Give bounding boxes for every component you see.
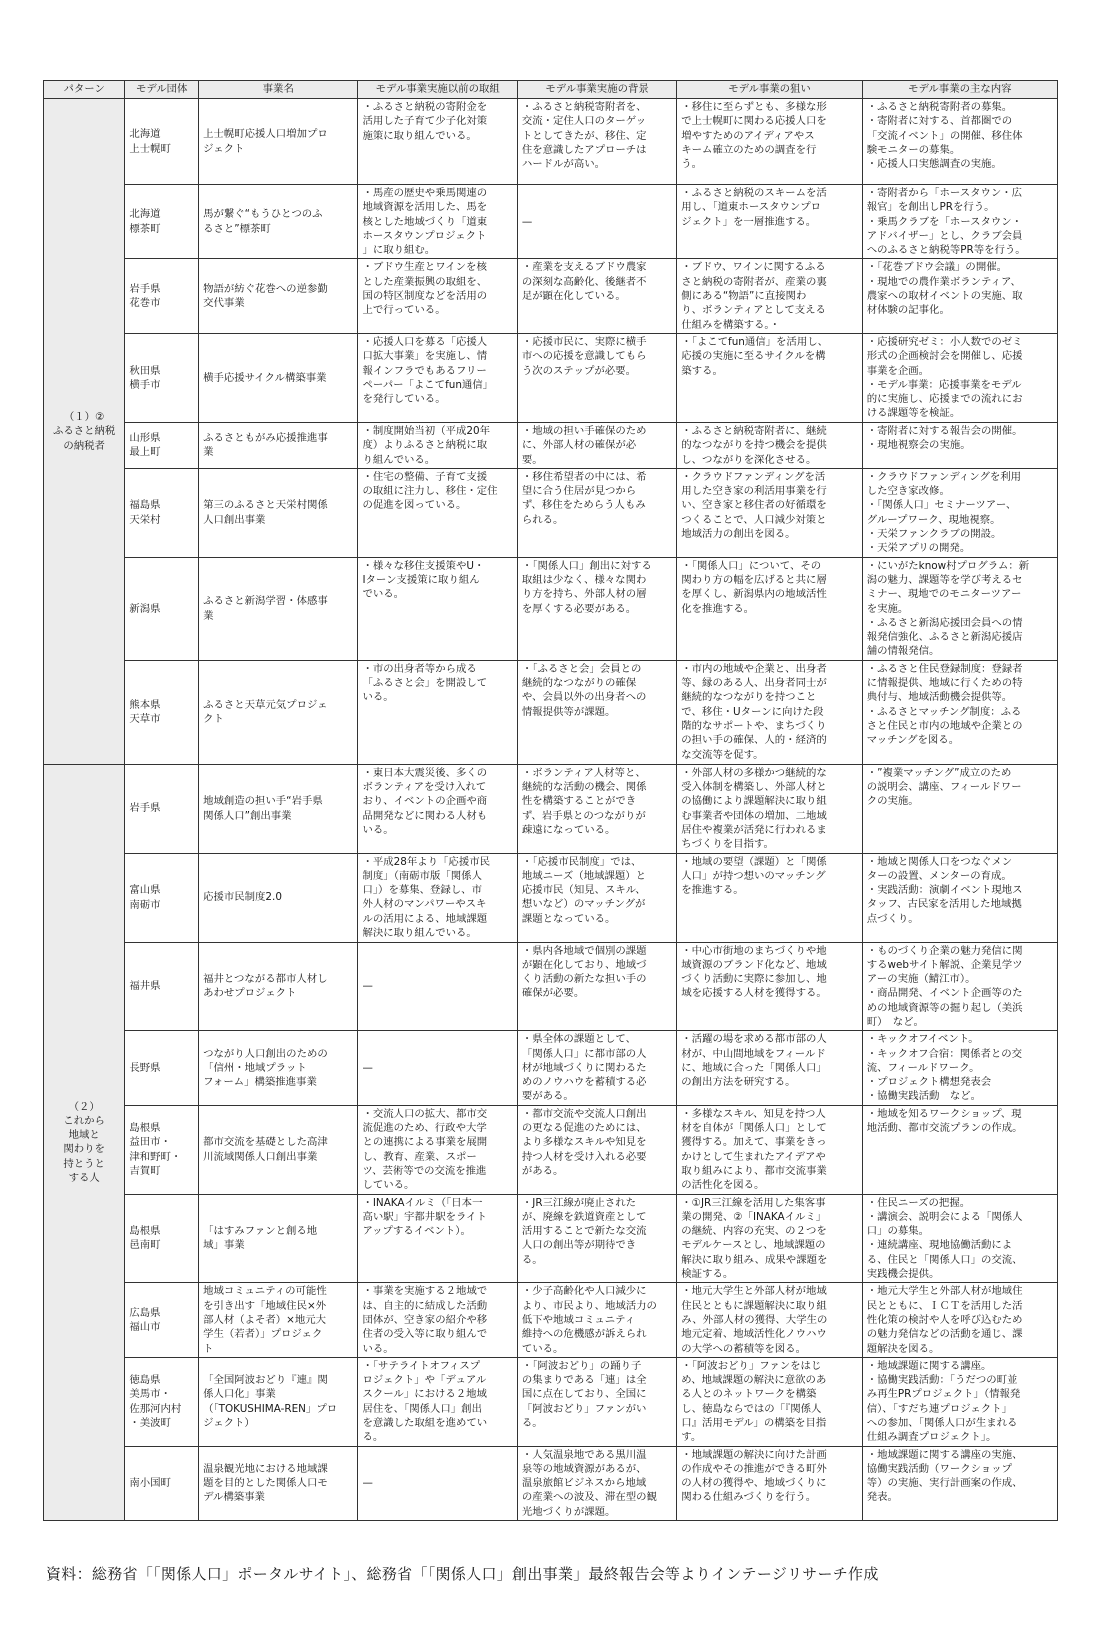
project-name-cell: 福井とつながる都市人材し あわせプロジェクト <box>199 942 358 1031</box>
main-content-cell: ・”複業マッチング”成立のため の説明会、講座、フィールドワー クの実施。 <box>862 764 1057 853</box>
main-content-cell: ・「花巻ブドウ会議」の開催。 ・現地での農作業ボランティア、 農家への取材イベントの実施、取 材体験の記事化。 <box>862 259 1057 333</box>
project-name-cell: 地域創造の担い手“岩手県 関係人口”創出事業 <box>199 764 358 853</box>
background-cell: ・ボランティア人材等と、 継続的な活動の機会、関係 性を構築することができ ず、岩手県とのつながりが 疎遠になっている。 <box>517 764 676 853</box>
project-name-cell: 第三のふるさと天栄村関係 人口創出事業 <box>199 468 358 557</box>
table-row <box>44 1105 1058 1194</box>
prior-efforts-cell: ・住宅の整備、子育て支援 の取組に注力し、移住・定住 の促進を図っている。 <box>358 468 517 557</box>
table-row <box>44 422 1058 468</box>
project-name-cell: ふるさと天草元気プロジェ クト <box>199 660 358 764</box>
main-content-cell: ・地元大学生と外部人材が地域住 民とともに、ＩＣＴを活用した活 性化策の検討や人を呼び込むため の魅力発信などの活動を通じ、課 題解決を図る。 <box>862 1283 1057 1357</box>
model-org-cell: 山形県 最上町 <box>125 422 199 468</box>
project-name-cell: 温泉観光地における地域課 題を目的とした関係人口モ デル構築事業 <box>199 1446 358 1520</box>
table-row <box>44 185 1058 259</box>
main-content-cell: ・寄附者に対する報告会の開催。 ・現地視察会の実施。 <box>862 422 1057 468</box>
prior-efforts-cell: ・平成28年より「応援市民 制度」（南砺市版「関係人 口」）を募集、登録し、市 外人材のマンパワーやスキ ルの活用による、地域課題 解決に取り組んでいる。 <box>358 853 517 942</box>
header-aim: モデル事業の狙い <box>677 81 862 99</box>
aim-cell: ・「阿波おどり」ファンをはじ め、地域課題の解決に意欲のあ る人とのネットワークを構築 し、徳島ならではの「『関係人 口』活用モデル」の構築を目指 す。 <box>677 1357 862 1446</box>
model-org-cell: 福井県 <box>125 942 199 1031</box>
table-row <box>44 764 1058 853</box>
model-org-cell: 徳島県 美馬市・ 佐那河内村 ・美波町 <box>125 1357 199 1446</box>
main-content-cell: ・地域を知るワークショップ、現 地活動、都市交流プランの作成。 <box>862 1105 1057 1194</box>
table-row <box>44 942 1058 1031</box>
table-row <box>44 333 1058 422</box>
model-org-cell: 福島県 天栄村 <box>125 468 199 557</box>
prior-efforts-cell: ・交流人口の拡大、都市交 流促進のため、行政や大学 との連携による事業を展開 し、教育、産業、スポー ツ、芸術等での交流を推進 している。 <box>358 1105 517 1194</box>
aim-cell: ・「関係人口」について、その 関わり方の幅を広げると共に層 を厚くし、新潟県内の地域活性 化を推進する。 <box>677 557 862 660</box>
project-name-cell: 「全国阿波おどり『連』関 係人口化」事業 （「TOKUSHIMA-REN」プロ ジェクト） <box>199 1357 358 1446</box>
table-row <box>44 1357 1058 1446</box>
main-content-cell: ・クラウドファンディングを利用 した空き家改修。 ・「関係人口」セミナーツアー、 グループワーク、現地視察。 ・天栄ファンクラブの開設。 ・天栄アプリの開発。 <box>862 468 1057 557</box>
aim-cell: ・ブドウ、ワインに関するふる さと納税の寄附者が、産業の裏 側にある“物語”に直接関わ り、ボランティアとして支える 仕組みを構築する。・ <box>677 259 862 333</box>
background-cell: ・応援市民に、実際に横手 市への応援を意識してもら う次のステップが必要。 <box>517 333 676 422</box>
background-cell: ・都市交流や交流人口創出 の更なる促進のためには、 より多様なスキルや知見を 持つ人材を受け入れる必要 がある。 <box>517 1105 676 1194</box>
prior-efforts-cell: — <box>358 1031 517 1105</box>
model-org-cell: 秋田県 横手市 <box>125 333 199 422</box>
main-content-cell: ・寄附者から「ホースタウン・広 報官」を創出しPRを行う。 ・乗馬クラブを「ホースタウン・ アドバイザー」とし、クラブ会員 へのふるさと納税等PR等を行う。 <box>862 185 1057 259</box>
background-cell: ・「関係人口」創出に対する 取組は少なく、様々な関わ り方を持ち、外部人材の層 を厚くする必要がある。 <box>517 557 676 660</box>
background-cell: ・人気温泉地である黒川温 泉等の地域資源があるが、 温泉旅館ビジネスから地域 の産業への波及、滞在型の観 光地づくりが課題。 <box>517 1446 676 1520</box>
model-org-cell: 岩手県 <box>125 764 199 853</box>
header-background: モデル事業実施の背景 <box>517 81 676 99</box>
project-name-cell: 横手応援サイクル構築事業 <box>199 333 358 422</box>
prior-efforts-cell: ・馬産の歴史や乗馬関連の 地域資源を活用した、馬を 核とした地域づくり「道東 ホースタウンプロジェクト 」に取り組む。 <box>358 185 517 259</box>
aim-cell: ・①JR三江線を活用した集客事 業の開発、②「INAKAイルミ」 の継続、内容の充実、の２つを モデルケースとし、地域課題の 解決に取り組み、成果や課題を 検証する。 <box>677 1194 862 1283</box>
project-name-cell: 応援市民制度2.0 <box>199 853 358 942</box>
main-content-cell: ・キックオフイベント。 ・キックオフ合宿：関係者との交 流、フィールドワーク。 ・プロジェクト構想発表会 ・協働実践活動 など。 <box>862 1031 1057 1105</box>
prior-efforts-cell: ・応援人口を募る「応援人 口拡大事業」を実施し、情 報インフラでもあるフリー ペーパー「よこてfun通信」 を発行している。 <box>358 333 517 422</box>
model-org-cell: 富山県 南砺市 <box>125 853 199 942</box>
model-org-cell: 新潟県 <box>125 557 199 660</box>
main-content-cell: ・にいがたknow村プログラム：新 潟の魅力、課題等を学び考えるセ ミナー、現地でのモニターツアー を実施。 ・ふるさと新潟応援団会員への情 報発信強化、ふるさと新潟応援店 舗の情報発信。 <box>862 557 1057 660</box>
background-cell: ・ふるさと納税寄附者を、 交流・定住人口のターゲッ トとしてきたが、移住、定 住を意識したアプローチは ハードルが高い。 <box>517 99 676 185</box>
aim-cell: ・「よこてfun通信」を活用し、 応援の実施に至るサイクルを構 築する。 <box>677 333 862 422</box>
source-note: 資料：総務省「「関係人口」ポータルサイト」、総務省「「関係人口」創出事業」最終報告会等よりインテージリサーチ作成 <box>46 1565 879 1583</box>
project-name-cell: つながり人口創出のための 「信州・地域プラット フォーム」構築推進事業 <box>199 1031 358 1105</box>
prior-efforts-cell: ・東日本大震災後、多くの ボランティアを受け入れて おり、イベントの企画や商 品開発などに関わる人材も いる。 <box>358 764 517 853</box>
project-name-cell: ふるさと新潟学習・体感事 業 <box>199 557 358 660</box>
table-row <box>44 557 1058 660</box>
table-row <box>44 468 1058 557</box>
main-content-cell: ・ものづくり企業の魅力発信に関 するwebサイト解説、企業見学ツ アーの実施（鯖江市）。 ・商品開発、イベント企画等のた めの地域資源等の掘り起し（美浜 町） など。 <box>862 942 1057 1031</box>
project-name-cell: 都市交流を基礎とした高津 川流域関係人口創出事業 <box>199 1105 358 1194</box>
model-org-cell: 島根県 益田市・ 津和野町・ 吉賀町 <box>125 1105 199 1194</box>
table-row <box>44 1283 1058 1357</box>
background-cell: ・少子高齢化や人口減少に より、市民より、地域活力の 低下や地域コミュニティ 維持への危機感が訴えられ ている。 <box>517 1283 676 1357</box>
aim-cell: ・地域の要望（課題）と「関係 人口」が持つ想いのマッチング を推進する。 <box>677 853 862 942</box>
prior-efforts-cell: ・「サテライトオフィスプ ロジェクト」や「デュアル スクール」における２地域 居住を、「関係人口」創出 を意識した取組を進めてい る。 <box>358 1357 517 1446</box>
pattern-cell: （１）② ふるさと納税 の納税者 <box>44 99 125 765</box>
prior-efforts-cell: ・市の出身者等から成る 「ふるさと会」を開設して いる。 <box>358 660 517 764</box>
background-cell: ・県内各地域で個別の課題 が顕在化しており、地域づ くり活動の新たな担い手の 確保が必要。 <box>517 942 676 1031</box>
prior-efforts-cell: ・INAKAイルミ（「日本一 高い駅」宇都井駅をライト アップするイベント）。 <box>358 1194 517 1283</box>
aim-cell: ・クラウドファンディングを活 用した空き家の利活用事業を行 い、空き家と移住者の好循環を つくることで、人口減少対策と 地域活力の創出を図る。 <box>677 468 862 557</box>
model-org-cell: 南小国町 <box>125 1446 199 1520</box>
table-row <box>44 259 1058 333</box>
aim-cell: ・地元大学生と外部人材が地域 住民とともに課題解決に取り組 み、外部人材の獲得、大学生の 地元定着、地域活性化ノウハウ の大学への蓄積等を図る。 <box>677 1283 862 1357</box>
aim-cell: ・ふるさと納税寄附者に、継続 的なつながりを持つ機会を提供 し、つながりを深化させる。 <box>677 422 862 468</box>
model-org-cell: 島根県 邑南町 <box>125 1194 199 1283</box>
aim-cell: ・ふるさと納税のスキームを活 用し、「道東ホースタウンプロ ジェクト」を一層推進する。 <box>677 185 862 259</box>
main-content-cell: ・地域と関係人口をつなぐメン ターの設置、メンターの育成。 ・実践活動：演劇イベント現地ス タッフ、古民家を活用した地域拠 点づくり。 <box>862 853 1057 942</box>
header-model-org: モデル団体 <box>125 81 199 99</box>
table-row <box>44 853 1058 942</box>
prior-efforts-cell: ・様々な移住支援策やU・ Iターン支援策に取り組ん でいる。 <box>358 557 517 660</box>
model-project-table <box>43 80 1058 1521</box>
project-name-cell: ふるさともがみ応援推進事 業 <box>199 422 358 468</box>
model-org-cell: 熊本県 天草市 <box>125 660 199 764</box>
model-org-cell: 岩手県 花巻市 <box>125 259 199 333</box>
aim-cell: ・活躍の場を求める都市部の人 材が、中山間地域をフィールド に、地域に合った「関係人口」 の創出方法を研究する。 <box>677 1031 862 1105</box>
background-cell: ・地域の担い手確保のため に、外部人材の確保が必 要。 <box>517 422 676 468</box>
project-name-cell: 上士幌町応援人口増加プロ ジェクト <box>199 99 358 185</box>
table-row <box>44 660 1058 764</box>
header-row <box>44 81 1058 99</box>
main-content-cell: ・ふるさと納税寄附者の募集。 ・寄附者に対する、首都圏での 「交流イベント」の開催、移住体 験モニターの募集。 ・応援人口実態調査の実施。 <box>862 99 1057 185</box>
background-cell: ・「阿波おどり」の踊り子 の集まりである「連」は全 国に点在しており、全国に 「阿波おどり」ファンがい る。 <box>517 1357 676 1446</box>
aim-cell: ・多様なスキル、知見を持つ人 材を自体が「関係人口」として 獲得する。加えて、事業をきっ かけとして生まれたアイデアや 取り組みにより、都市交流事業 の活性化を図る。 <box>677 1105 862 1194</box>
aim-cell: ・外部人材の多様かつ継続的な 受入体制を構築し、外部人材と の協働により課題解決に取り組 む事業者や団体の増加、二地域 居住や複業が活発に行われるま ちづくりを目指す。 <box>677 764 862 853</box>
prior-efforts-cell: ・制度開始当初（平成20年 度）よりふるさと納税に取 り組んでいる。 <box>358 422 517 468</box>
background-cell: ・JR三江線が廃止された が、廃線を鉄道資産として 活用することで新たな交流 人口の創出等が期待でき る。 <box>517 1194 676 1283</box>
project-name-cell: 地域コミュニティの可能性 を引き出す「地域住民×外 部人材（よそ者）×地元大 学生（若者）」プロジェク ト <box>199 1283 358 1357</box>
pattern-cell: （２） これから 地域と 関わりを 持とうと する人 <box>44 764 125 1520</box>
aim-cell: ・中心市街地のまちづくりや地 域資源のブランド化など、地域 づくり活動に実際に参加し、地 域を応援する人材を獲得する。 <box>677 942 862 1031</box>
table-container <box>43 80 1058 1521</box>
prior-efforts-cell: ・ブドウ生産とワインを核 とした産業振興の取組を、 国の特区制度などを活用の 上で行っている。 <box>358 259 517 333</box>
background-cell: — <box>517 185 676 259</box>
background-cell: ・「ふるさと会」会員との 継続的なつながりの確保 や、会員以外の出身者への 情報提供等が課題。 <box>517 660 676 764</box>
table-row <box>44 1446 1058 1520</box>
header-main-content: モデル事業の主な内容 <box>862 81 1057 99</box>
background-cell: ・県全体の課題として、 「関係人口」に都市部の人 材が地域づくりに関わるた めのノウハウを蓄積する必 要がある。 <box>517 1031 676 1105</box>
table-row <box>44 1031 1058 1105</box>
main-content-cell: ・住民ニーズの把握。 ・講演会、説明会による「関係人 口」の募集。 ・連続講座、現地協働活動によ る、住民と「関係人口」の交流、 実践機会提供。 <box>862 1194 1057 1283</box>
project-name-cell: 馬が繋ぐ“もうひとつのふ るさと”標茶町 <box>199 185 358 259</box>
aim-cell: ・市内の地域や企業と、出身者 等、縁のある人、出身者同士が 継続的なつながりを持つこと で、移住・Uターンに向けた段 階的なサポートや、まちづくり の担い手の確保、人的・経済的 な交流等を促す。 <box>677 660 862 764</box>
model-org-cell: 長野県 <box>125 1031 199 1105</box>
prior-efforts-cell: — <box>358 942 517 1031</box>
header-project-name: 事業名 <box>199 81 358 99</box>
model-org-cell: 広島県 福山市 <box>125 1283 199 1357</box>
background-cell: ・「応援市民制度」では、 地域ニーズ（地域課題）と 応援市民（知見、スキル、 想いなど）のマッチングが 課題となっている。 <box>517 853 676 942</box>
table-body <box>44 99 1058 1521</box>
model-org-cell: 北海道 上士幌町 <box>125 99 199 185</box>
model-org-cell: 北海道 標茶町 <box>125 185 199 259</box>
prior-efforts-cell: ・ふるさと納税の寄附金を 活用した子育て少子化対策 施策に取り組んでいる。 <box>358 99 517 185</box>
prior-efforts-cell: — <box>358 1446 517 1520</box>
background-cell: ・移住希望者の中には、希 望に合う住居が見つから ず、移住をためらう人もみ られる。 <box>517 468 676 557</box>
aim-cell: ・地域課題の解決に向けた計画 の作成やその推進ができる町外 の人材の獲得や、地域づくりに 関わる仕組みづくりを行う。 <box>677 1446 862 1520</box>
background-cell: ・産業を支えるブドウ農家 の深刻な高齢化、後継者不 足が顕在化している。 <box>517 259 676 333</box>
prior-efforts-cell: ・事業を実施する２地域で は、自主的に結成した活動 団体が、空き家の紹介や移 住者の受入等に取り組んで いる。 <box>358 1283 517 1357</box>
aim-cell: ・移住に至らずとも、多様な形 で上士幌町に関わる応援人口を 増やすためのアイディアやス キーム確立のための調査を行 う。 <box>677 99 862 185</box>
main-content-cell: ・ふるさと住民登録制度：登録者 に情報提供、地域に行くための特 典付与、地域活動機会提供等。 ・ふるさとマッチング制度：ふる さと住民と市内の地域や企業との マッチングを図る。 <box>862 660 1057 764</box>
main-content-cell: ・地域課題に関する講座。 ・協働実践活動：「うだつの町並 み再生PRプロジェクト」（情報発 信）、「すだち連プロジェクト」 への参加、「関係人口が生まれる 仕組み調査プロジェクト」。 <box>862 1357 1057 1446</box>
main-content-cell: ・応援研究ゼミ：小人数でのゼミ 形式の企画検討会を開催し、応援 事業を企画。 ・モデル事業：応援事業をモデル 的に実施し、応援までの流れにお ける課題等を検証。 <box>862 333 1057 422</box>
table-row <box>44 99 1058 185</box>
project-name-cell: 「はすみファンと創る地 域」事業 <box>199 1194 358 1283</box>
header-prior-efforts: モデル事業実施以前の取組 <box>358 81 517 99</box>
main-content-cell: ・地域課題に関する講座の実施、 協働実践活動（ワークショップ 等）の実施、実行計画案の作成、 発表。 <box>862 1446 1057 1520</box>
project-name-cell: 物語が紡ぐ花巻への逆参勤 交代事業 <box>199 259 358 333</box>
table-row <box>44 1194 1058 1283</box>
header-pattern: パターン <box>44 81 125 99</box>
